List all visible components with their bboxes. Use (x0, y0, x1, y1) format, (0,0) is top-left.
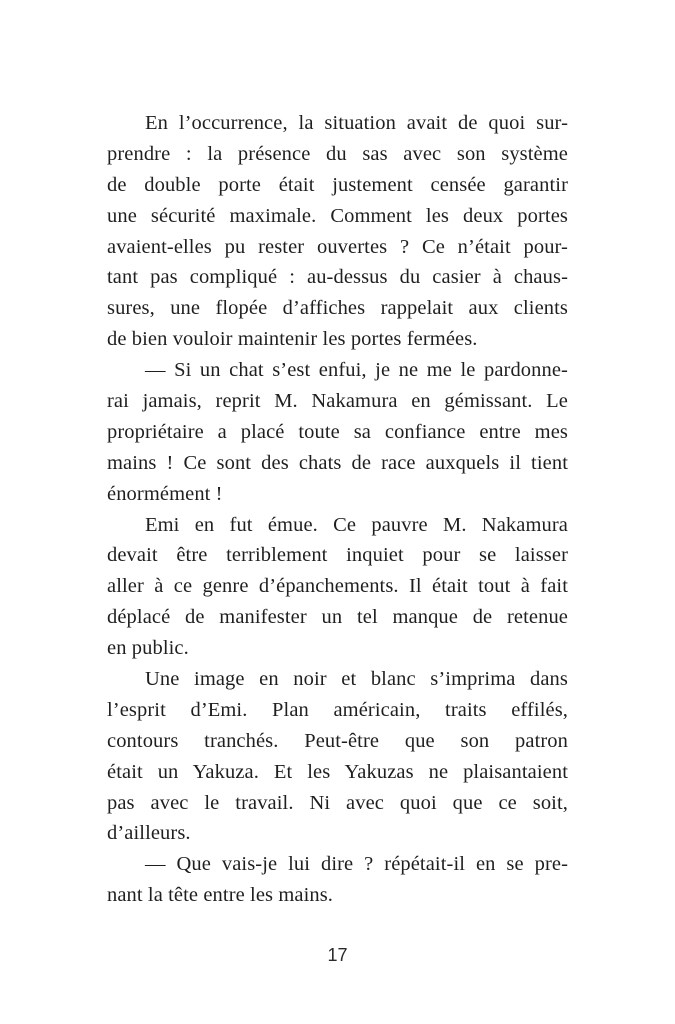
text-line: Une image en noir et blanc s’imprima dans (145, 668, 568, 691)
text-line: était un Yakuza. Et les Yakuzas ne plaisantaient (107, 760, 568, 783)
text-line: avaient-elles pu rester ouvertes ? Ce n’était pour- (107, 235, 568, 258)
text-line: devait être terriblement inquiet pour se laisser (107, 544, 568, 567)
text-line: énormément ! (107, 482, 223, 505)
text-line: de double porte était justement censée garantir (107, 173, 568, 196)
text-line: Emi en fut émue. Ce pauvre M. Nakamura (145, 513, 568, 536)
text-line: en public. (107, 637, 189, 660)
text-line: tant pas compliqué : au-dessus du casier à chaus- (107, 266, 568, 289)
page-number: 17 (327, 945, 348, 965)
text-line: En l’occurrence, la situation avait de quoi sur- (145, 112, 568, 134)
paragraph (107, 849, 568, 911)
text-line: d’ailleurs. (107, 822, 191, 845)
text-line: rai jamais, reprit M. Nakamura en gémissant. Le (107, 390, 568, 413)
text-line: l’esprit d’Emi. Plan américain, traits effilés, (107, 698, 568, 721)
page-text (107, 108, 568, 911)
text-line: nant la tête entre les mains. (107, 884, 334, 907)
text-line: sures, une flopée d’affiches rappelait aux clients (107, 297, 568, 320)
text-line: contours tranchés. Peut-être que son patron (107, 729, 568, 752)
paragraph (107, 664, 568, 849)
text-line: de bien vouloir maintenir les portes fermées. (107, 328, 478, 351)
text-line: pas avec le travail. Ni avec quoi que ce soit, (107, 791, 568, 814)
paragraph (107, 355, 568, 509)
text-line: — Si un chat s’est enfui, je ne me le pardonne- (145, 359, 568, 382)
text-line: une sécurité maximale. Comment les deux portes (107, 204, 568, 227)
paragraph (107, 108, 568, 355)
paragraph (107, 510, 568, 664)
text-line: mains ! Ce sont des chats de race auxquels il tient (107, 451, 568, 474)
text-line: aller à ce genre d’épanchements. Il était tout à fait (107, 575, 568, 598)
text-line: déplacé de manifester un tel manque de retenue (107, 606, 568, 629)
text-line: prendre : la présence du sas avec son système (107, 142, 568, 165)
text-line: — Que vais-je lui dire ? répétait-il en se pre- (145, 853, 568, 876)
text-line: propriétaire a placé toute sa confiance entre mes (107, 420, 568, 443)
